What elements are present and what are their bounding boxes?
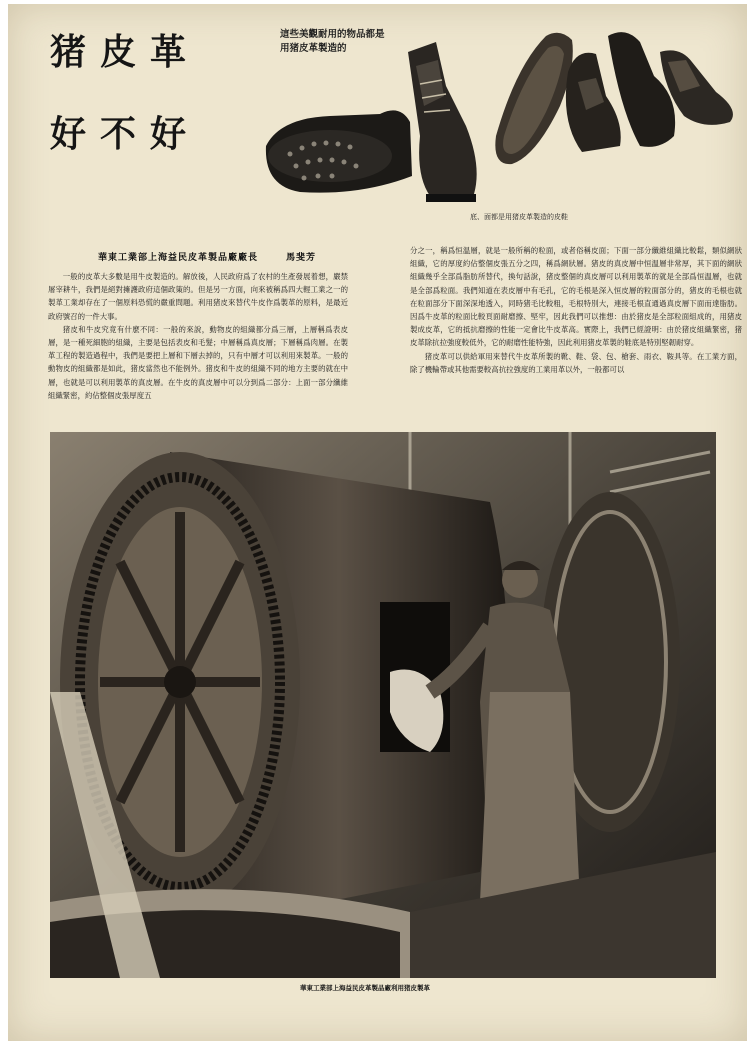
magazine-page bbox=[8, 4, 747, 1041]
standing-boot bbox=[408, 42, 477, 202]
article-column-left bbox=[48, 270, 348, 402]
article-paragraph: 猪皮和牛皮究竟有什麽不同：一般的來說，動物皮的組織都分爲三層，上層稱爲表皮層，是一種死細胞的組織，主要是包括表皮和毛髮；中層稱爲真皮層；下層稱爲肉層。在製革工程的製造過程中，我們是要把上層和下層去掉的，只有中層才可以利用來製革。一般的動物皮的組織都是如此，猪皮當然也不能例外。猪皮和牛皮的組織不同的地方主要的就在中層，也就是可以利用製革的真皮層。在牛皮的真皮層中可以分到爲二部分：上面一部分纖維組織緊密，約佔整個皮張厚度五 bbox=[48, 324, 348, 400]
upturned-shoe bbox=[495, 33, 572, 164]
headline-line2: 好不好 bbox=[50, 114, 201, 155]
factory-photo bbox=[50, 432, 716, 978]
byline-org: 華東工業部上海益民皮革製品廠廠長 bbox=[98, 253, 259, 263]
article-column-right bbox=[410, 244, 742, 376]
headline-line1: 猪皮革 bbox=[50, 32, 201, 73]
shoes-photo bbox=[260, 26, 740, 210]
article-paragraph: 一般的皮革大多數是用牛皮製造的。解放後，人民政府爲了农村的生產發展着想，嚴禁屠宰耕牛，我們是絕對擁護政府這個政策的。但是另一方面，向來被稱爲四大輕工業之一的製革工業却存在了一個原料恐慌的嚴重問題。利用猪皮來替代牛皮作爲製革的原料，是最近政府號召的一件大事。 bbox=[48, 272, 348, 321]
hobnail-boot bbox=[266, 110, 412, 192]
dress-shoes bbox=[608, 32, 733, 147]
photo-caption: 華東工業部上海益民皮革製品廠利用猪皮製革 bbox=[300, 984, 430, 992]
byline bbox=[98, 250, 316, 263]
upright-shoe bbox=[566, 53, 621, 152]
article-paragraph: 分之一，稱爲恒温層，就是一般所稱的粒面，或者俗稱皮面；下面一部分纖維組織比較鬆，類似網狀組織，它的厚度約佔整個皮張五分之四，稱爲網狀層。猪皮的真皮層中恒温層非常厚，其下面的網狀組織幾乎全部爲脂肪所替代，換句話說，猪皮整個的真皮層可以利用製革的就是全部爲恒温層，也就是全部爲粒面。我們知道在表皮層中有毛孔，它的毛根是深入恒皮層的粒面部分的，猪皮的毛根也就在粒面部分下面深深地透入，同時猪毛比較粗，毛根特別大，連接毛根直通過真皮層下面而達脂肪。因爲牛皮革的粒面比較頁面耐磨擦、堅牢，因此我們可以推想：由於猪皮是全部粒面組成的，用猪皮製成皮革，它的抵抗磨擦的性能一定會比牛皮革高。實際上，我們已經證明：由於猪皮組織緊密，猪皮革除抗拉強度較低外，它的耐磨性能特強，因此利用猪皮革製的鞋底是特別堅韌耐穿。 bbox=[410, 246, 742, 348]
article-paragraph: 猪皮革可以供給軍用來替代牛皮革所製的靴、鞋、袋、包、槍套、雨衣、鞍具等。在工業方面，除了機輪帶或其他需要較高抗拉強度的工業用革以外，一般都可以 bbox=[410, 351, 742, 374]
shoes-caption-top: 這些美觀耐用的物品都是用猪皮革製造的 bbox=[280, 29, 385, 54]
tannery-drum-scene bbox=[50, 432, 716, 978]
byline-author: 馬斐芳 bbox=[286, 253, 317, 263]
shoes-caption-bottom: 底、面都是用猪皮革製造的皮鞋 bbox=[470, 213, 568, 221]
